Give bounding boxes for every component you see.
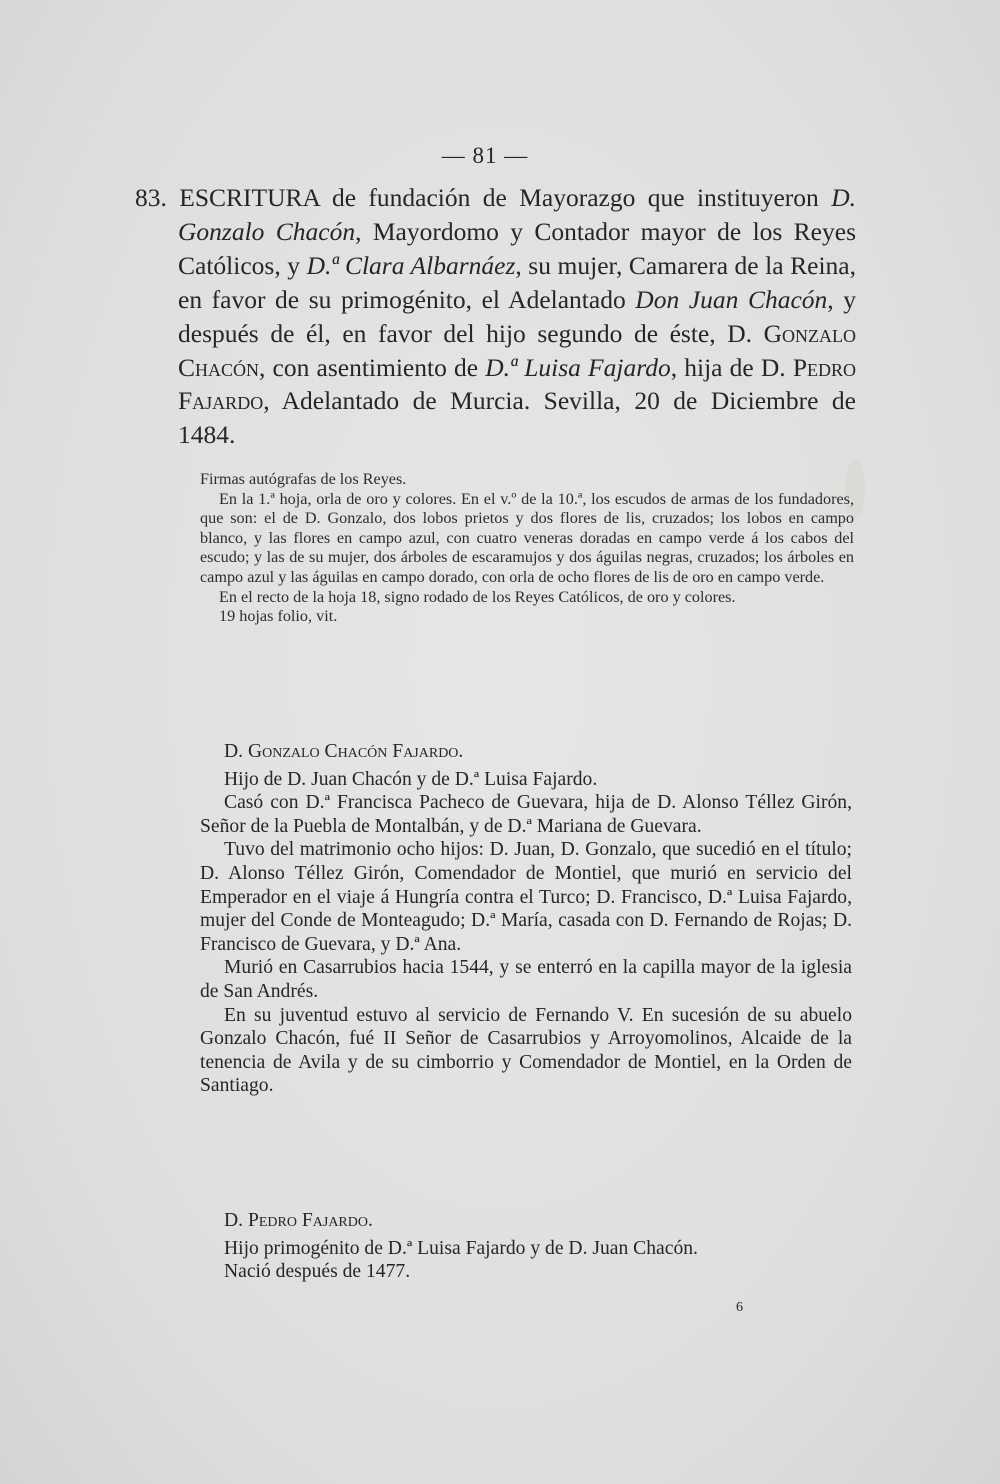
entry-name-pedro: Pedro Fajardo [178,352,856,416]
entry-text-2: , Mayordomo y Contador mayor de los Reyes Católicos, y [178,216,856,280]
entry-name-juan: Don Juan Chacón [635,284,828,314]
entry-text-6: , hija de D. [670,352,793,382]
entry-text-1: ESCRITURA de fundación de Mayorazgo que instituyeron [166,183,832,212]
gathering-signature: 6 [736,1300,743,1315]
biography-paragraph: Casó con D.ª Francisca Pacheco de Guevara, hija de D. Alonso Téllez Girón, Señor de la Puebla de Montalbán, y de D.ª Mariana de Guevara. [200,792,852,837]
note-folios: 19 hojas folio, vit. [219,607,338,626]
heading-name: Pedro Fajardo. [247,1210,373,1231]
biography-heading [200,740,852,764]
biography-gonzalo-chacon-fajardo [200,740,852,1098]
entry-text-4: , y después de él, en favor del hijo segundo de éste, D. [178,284,857,348]
note-description: En la 1.ª hoja, orla de oro y colores. En el v.º de la 10.ª, los escudos de armas de los fundadores, que son: el de D. Gonzalo, dos lobos prietos y dos flores de lis, cruzados; los lobos en campo blanco, y las flores en campo azul, con cuatro veneras doradas en campo verde á los cabos del escudo; y las de su mujer, dos árboles de escaramujos y dos águilas negras, cruzados; los árboles en campo azul y las águilas en campo dorado, con orla de ocho flores de lis de oro en campo verde. [200,489,854,586]
page-number: — 81 — [441,143,529,168]
entry-name-clara: D.ª Clara Albarnáez [306,250,516,280]
biography-heading [200,1209,852,1233]
biography-paragraph: Tuvo del matrimonio ocho hijos: D. Juan, D. Gonzalo, que sucedió en el título; D. Alonso Téllez Girón, Comendador de Montiel, que murió en servicio del Emperador en el viaje á Hungría contra el Turco; D. Francisco, D.ª Luisa Fajardo, mujer del Conde de Monteagudo; D.ª María, casada con D. Fernando de Rojas; D. Francisco de Guevara, y D.ª Ana. [200,839,852,955]
biography-paragraph: Nació después de 1477. [224,1261,411,1283]
entry-notes [200,470,854,627]
entry-name-luisa: D.ª Luisa Fajardo [485,352,671,382]
biography-paragraph: Hijo de D. Juan Chacón y de D.ª Luisa Fajardo. [224,768,598,790]
note-signo-rodado: En el recto de la hoja 18, signo rodado de los Reyes Católicos, de oro y colores. [219,587,736,606]
entry-number: 83. [135,183,167,212]
biography-paragraph: Murió en Casarrubios hacia 1544, y se enterró en la capilla mayor de la iglesia de San Andrés. [200,957,852,1002]
entry-text-7: , Adelantado de Murcia. Sevilla, 20 de Diciembre de 1484. [178,386,856,450]
biography-pedro-fajardo [200,1209,852,1284]
entry-text-5: , con asentimiento de [259,352,486,382]
biography-paragraph: En su juventud estuvo al servicio de Fernando V. En sucesión de su abuelo Gonzalo Chacón, fué II Señor de Casarrubios y Arroyomolinos, Alcaide de la tenencia de Avila y de su cimborrio y Comendador de Montiel, en la Orden de Santiago. [200,1004,852,1097]
catalog-entry-83 [135,181,857,452]
heading-prefix: D. [224,741,248,762]
biography-paragraph: Hijo primogénito de D.ª Luisa Fajardo y de D. Juan Chacón. [224,1237,698,1259]
heading-name: Gonzalo Chacón Fajardo. [247,741,464,762]
entry-name-gonzalo: D. Gonzalo Chacón [178,183,856,246]
entry-name-gonzalo-chacon: Gonzalo Chacón [178,318,856,382]
heading-prefix: D. [224,1210,248,1231]
entry-text-3: , su mujer, Camarera de la Reina, en favor de su primogénito, el Adelantado [178,250,856,314]
note-signatures: Firmas autógrafas de los Reyes. [200,470,407,488]
